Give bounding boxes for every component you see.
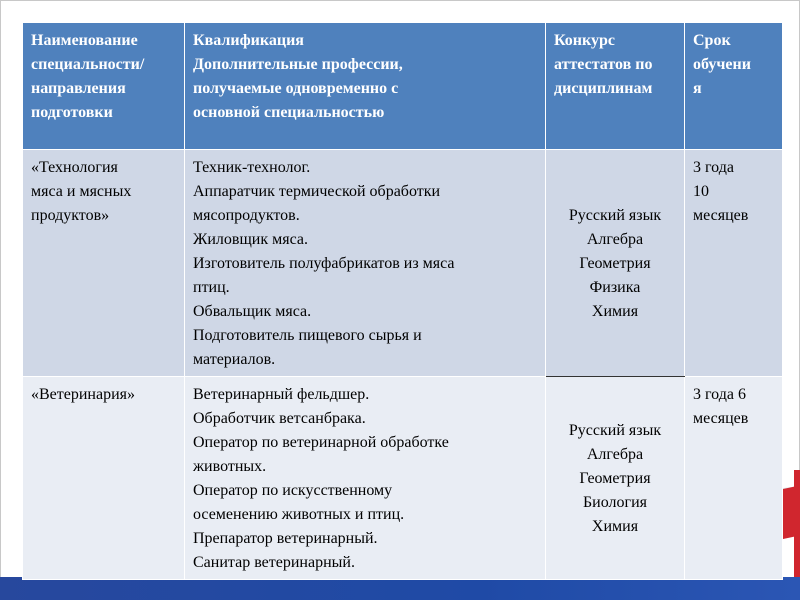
subject-item: Русский язык	[568, 422, 662, 439]
qualification-line: Ветеринарный фельдшер.	[193, 386, 370, 403]
header-line: я	[693, 80, 702, 97]
header-line: основной специальностью	[193, 104, 385, 121]
subject-item: Химия	[591, 303, 639, 320]
duration-cell	[685, 377, 783, 580]
duration-line: 10	[693, 183, 709, 200]
header-line: аттестатов по	[554, 56, 653, 73]
subject-item: Физика	[589, 279, 641, 296]
qualification-line: Оператор по ветеринарной обработке	[193, 434, 449, 451]
specialty-name-line: продуктов»	[31, 207, 110, 224]
qualification-line: Обвальщик мяса.	[193, 303, 312, 320]
specialty-name-line: мяса и мясных	[31, 183, 132, 200]
qualification-line: Оператор по искусственному	[193, 482, 393, 499]
header-line: получаемые одновременно с	[193, 80, 399, 97]
decorative-red-corner	[794, 470, 800, 580]
subject-item: Алгебра	[586, 231, 644, 248]
header-line: специальности/	[31, 56, 145, 73]
qualification-line: осеменению животных и птиц.	[193, 506, 405, 523]
subjects-cell	[546, 150, 685, 377]
header-specialty	[23, 23, 185, 150]
qualification-line: мясопродуктов.	[193, 207, 300, 224]
decorative-blue-band	[0, 577, 800, 600]
subject-item: Геометрия	[579, 470, 651, 487]
qualification-line: Жиловщик мяса.	[193, 231, 308, 248]
qualification-line: животных.	[193, 458, 267, 475]
header-line: Квалификация	[193, 32, 304, 49]
header-line: подготовки	[31, 104, 113, 121]
qualification-line: Санитар ветеринарный.	[193, 554, 355, 571]
header-line: Срок	[693, 32, 731, 49]
table-header-row	[23, 23, 783, 150]
duration-line: месяцев	[693, 410, 749, 427]
qualification-line: Препаратор ветеринарный.	[193, 530, 378, 547]
header-line: дисциплинам	[554, 80, 653, 97]
duration-line: 3 года	[693, 159, 734, 176]
header-qualification	[185, 23, 546, 150]
qualification-line: Техник-технолог.	[193, 159, 311, 176]
specialty-name-line: «Ветеринария»	[31, 386, 136, 403]
specialty-name-cell	[23, 377, 185, 580]
qualification-line: Изготовитель полуфабрикатов из мяса	[193, 255, 455, 272]
subjects-cell	[546, 377, 685, 580]
qualification-line: материалов.	[193, 351, 276, 368]
qualification-line: Подготовитель пищевого сырья и	[193, 327, 422, 344]
duration-line: месяцев	[693, 207, 749, 224]
header-duration	[685, 23, 783, 150]
qualification-line: Аппаратчик термической обработки	[193, 183, 441, 200]
header-competition	[546, 23, 685, 150]
qualification-line: птиц.	[193, 279, 230, 296]
header-line: направления	[31, 80, 126, 97]
subject-item: Биология	[582, 494, 647, 511]
qualification-line: Обработчик ветсанбрака.	[193, 410, 366, 427]
subject-item: Алгебра	[586, 446, 644, 463]
header-line: обучени	[693, 56, 751, 73]
header-line: Дополнительные профессии,	[193, 56, 403, 73]
header-line: Наименование	[31, 32, 138, 49]
specialty-name-line: «Технология	[31, 159, 118, 176]
subject-item: Геометрия	[579, 255, 651, 272]
subject-item: Химия	[591, 518, 639, 535]
qualifications-cell	[185, 150, 546, 377]
qualifications-cell	[185, 377, 546, 580]
duration-line: 3 года 6	[693, 386, 746, 403]
table-row	[23, 150, 783, 377]
duration-cell	[685, 150, 783, 377]
subject-item: Русский язык	[568, 207, 662, 224]
specialty-name-cell	[23, 150, 185, 377]
header-line: Конкурс	[554, 32, 616, 49]
table-row	[23, 377, 783, 580]
programs-table	[22, 22, 783, 580]
